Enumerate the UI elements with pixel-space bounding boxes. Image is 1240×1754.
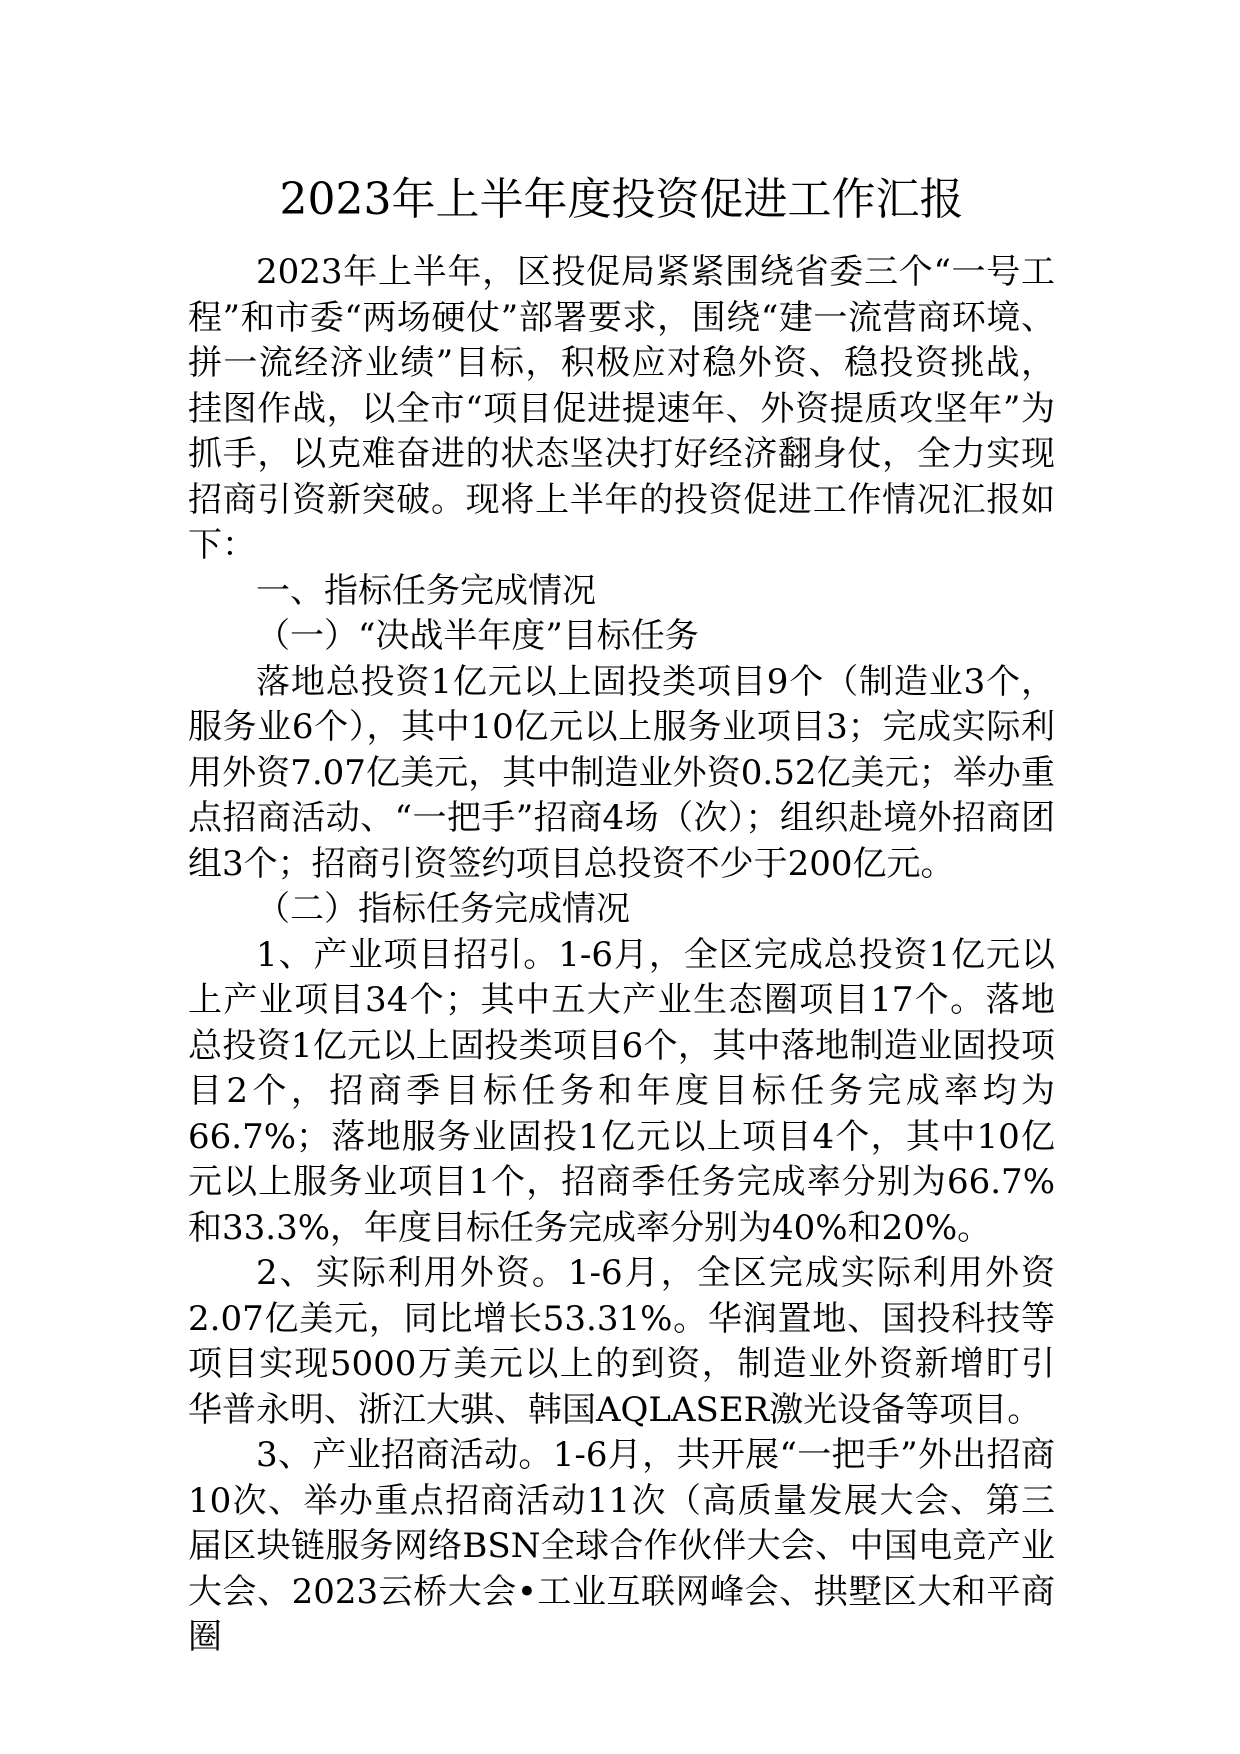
subsection-1-paragraph: 落地总投资1亿元以上固投类项目9个（制造业3个，服务业6个），其中10亿元以上服务业项目3；完成实际利用外资7.07亿美元，其中制造业外资0.52亿美元；举办重点招商活动、“一把手”招商4场（次）；组织赴境外招商团组3个；招商引资签约项目总投资不少于200亿元。: [188, 661, 1055, 884]
item-1-paragraph: 1、产业项目招引。1-6月，全区完成总投资1亿元以上产业项目34个；其中五大产业生态圈项目17个。落地总投资1亿元以上固投类项目6个，其中落地制造业固投项目2个，招商季目标任务和年度目标任务完成率均为66.7%；落地服务业固投1亿元以上项目4个，其中10亿元以上服务业项目1个，招商季任务完成率分别为66.7%和33.3%，年度目标任务完成率分别为40%和20%。: [188, 934, 1055, 1248]
document-page: [188, 168, 1055, 1661]
subsection-heading-2: （二）指标任务完成情况: [256, 889, 630, 929]
intro-paragraph: 2023年上半年，区投促局紧紧围绕省委三个“一号工程”和市委“两场硬仗”部署要求，围绕“建一流营商环境、拼一流经济业绩”目标，积极应对稳外资、稳投资挑战，挂图作战，以全市“项目促进提速年、外资提质攻坚年”为抓手，以克难奋进的状态坚决打好经济翻身仗，全力实现招商引资新突破。现将上半年的投资促进工作情况汇报如下：: [188, 252, 1055, 565]
subsection-heading-1: （一）“决战半年度”目标任务: [256, 616, 699, 656]
item-3-paragraph: 3、产业招商活动。1-6月，共开展“一把手”外出招商10次、举办重点招商活动11次（高质量发展大会、第三届区块链服务网络BSN全球合作伙伴大会、中国电竞产业大会、2023云桥大会•工业互联网峰会、拱墅区大和平商圈: [188, 1435, 1055, 1657]
document-title: 2023年上半年度投资促进工作汇报: [279, 174, 964, 225]
section-heading-1: 一、指标任务完成情况: [256, 570, 596, 611]
item-2-paragraph: 2、实际利用外资。1-6月，全区完成实际利用外资2.07亿美元，同比增长53.31%。华润置地、国投科技等项目实现5000万美元以上的到资，制造业外资新增盯引华普永明、浙江大骐、韩国AQLASER激光设备等项目。: [188, 1253, 1055, 1430]
